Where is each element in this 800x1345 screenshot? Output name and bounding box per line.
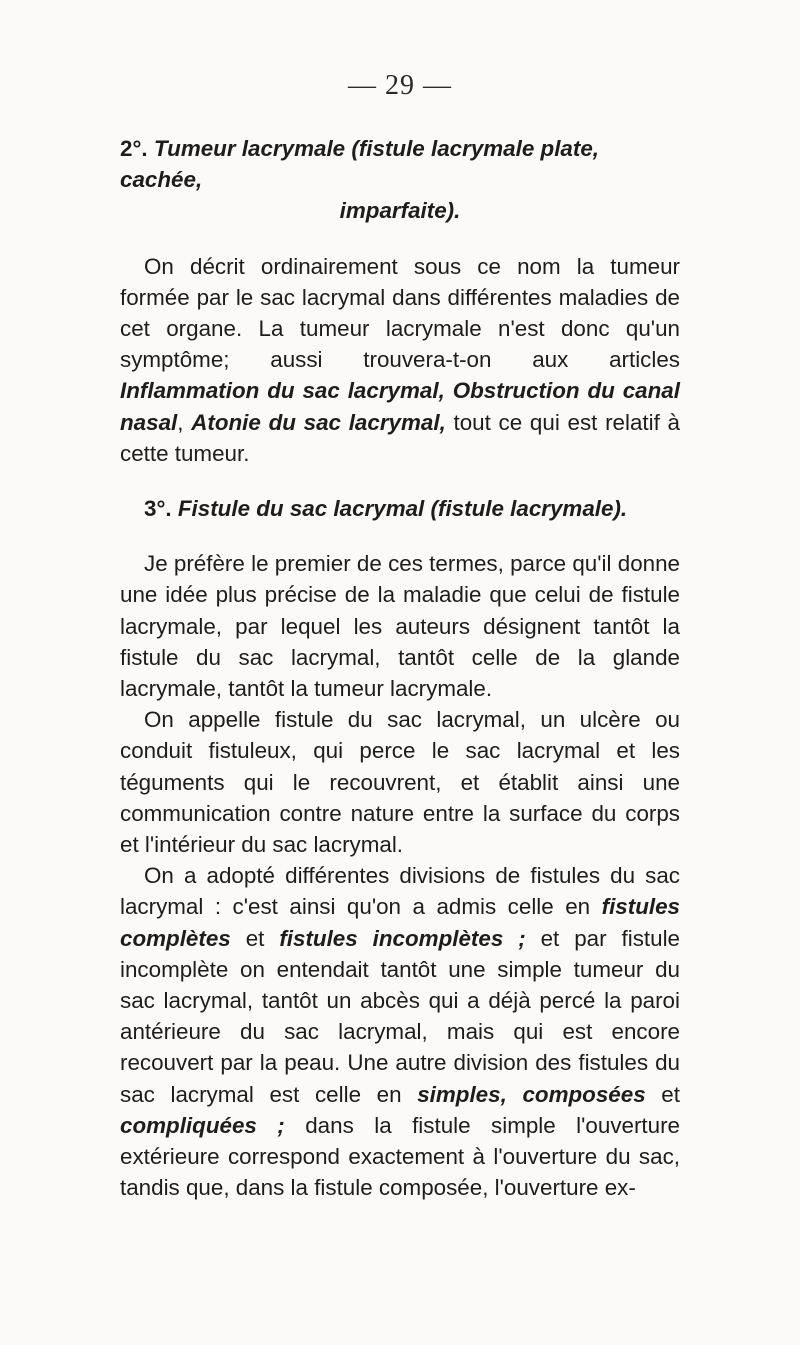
text-run	[445, 378, 453, 403]
text-run	[507, 1082, 523, 1107]
italic-term: fistules complètes	[120, 894, 680, 951]
italic-term: simples,	[417, 1081, 507, 1107]
text-run: On a adopté différentes divisions de fistules du sac lacrymal : c'est ainsi qu'on a admis celle en	[120, 863, 680, 920]
text-run: dans la fistule simple l'ouverture extérieure correspond exactement à l'ouverture du sac, tandis que, dans la fistule composée, l'ouverture ex-	[120, 1112, 681, 1201]
text-run: ,	[177, 409, 192, 435]
section-heading-2	[120, 133, 680, 227]
section-subtitle-cont: imparfaite).	[339, 198, 461, 224]
section-subtitle: (fistule lacrymale).	[430, 496, 628, 522]
italic-term: Obstruction du canal nasal	[120, 378, 680, 435]
text-run: et	[230, 925, 280, 951]
page-number: — 29 —	[348, 70, 452, 101]
italic-term: composées	[522, 1081, 646, 1107]
section-title: Tumeur lacrymale	[153, 136, 346, 161]
text-run: et par fistule incomplète on entendait tantôt une simple tumeur du sac lacrymal, tantôt un abcès qui a déjà percé la paroi antérieure du sac lacrymal, mais qui est encore recouvert par la peau. Une autre division des fistules du sac lacrymal est celle en	[120, 925, 680, 1107]
text-run: et	[645, 1081, 680, 1107]
paragraph: On appelle fistule du sac lacrymal, un ulcère ou conduit fistuleux, qui perce le sac lacrymal et les téguments qui le recouvrent, et établit ainsi une communication contre nature entre la surface du corps et l'intérieur du sac lacrymal.	[120, 707, 680, 858]
section-number: 3°.	[144, 496, 172, 522]
text-run: On décrit ordinairement sous ce nom la tumeur formée par le sac lacrymal dans différentes maladies de cet organe. La tumeur lacrymale n'est donc qu'un symptôme; aussi trouvera-t-on aux articles	[120, 253, 680, 373]
section-subtitle: (fistule lacrymale plate, cachée,	[120, 136, 600, 193]
text-run: tout ce qui est relatif à cette tumeur.	[120, 409, 680, 466]
italic-term: compliquées ;	[120, 1112, 285, 1138]
paragraph: Je préfère le premier de ces termes, parce qu'il donne une idée plus précise de la maladie que celui de fistule lacrymale, par lequel les auteurs désignent tantôt la fistule du sac lacrymal, tantôt celle de la glande lacrymale, tantôt la tumeur lacrymale.	[120, 551, 680, 702]
section-title: Fistule du sac lacrymal	[177, 496, 425, 522]
italic-term: fistules incomplètes ;	[279, 925, 526, 951]
paragraph	[120, 860, 680, 1203]
italic-term: Atonie du sac lacrymal,	[191, 409, 446, 435]
section-number: 2°.	[120, 136, 148, 161]
paragraph	[120, 251, 680, 469]
body-text	[120, 133, 680, 1204]
section-heading-3	[120, 493, 680, 524]
italic-term: Inflammation du sac lacrymal,	[120, 378, 445, 404]
